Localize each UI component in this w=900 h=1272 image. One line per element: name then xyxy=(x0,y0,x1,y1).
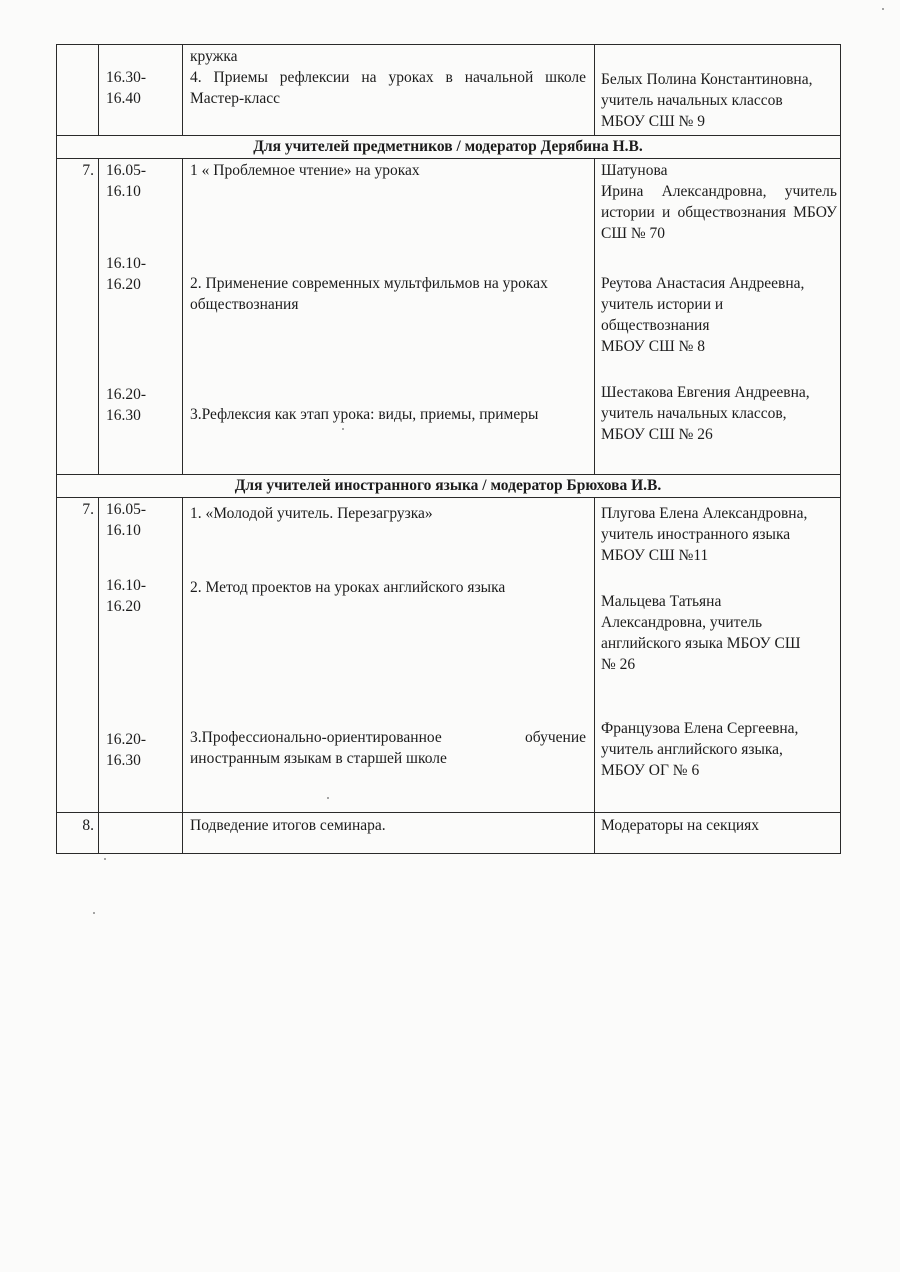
column-divider xyxy=(98,497,99,853)
scan-speck xyxy=(93,912,95,914)
session-speaker: Ирина Александровна, учитель истории и обществознания МБОУ СШ № 70 xyxy=(601,183,837,242)
scan-speck xyxy=(882,8,884,10)
row-divider xyxy=(56,158,840,159)
session-speaker: Шестакова Евгения Андреевна, учитель начальных классов, МБОУ СШ № 26 xyxy=(601,384,810,443)
session-speaker: Белых Полина Константиновна, учитель начальных классов МБОУ СШ № 9 xyxy=(601,71,813,130)
session-speaker: Мальцева Татьяна Александровна, учитель английского языка МБОУ СШ № 26 xyxy=(601,593,801,673)
session-speaker: Модераторы на секциях xyxy=(601,817,760,834)
session-topic: 3.Рефлексия как этап урока: виды, приемы, примеры xyxy=(190,406,539,423)
session-time: 16.10- 16.20 xyxy=(106,255,147,293)
column-divider xyxy=(594,497,595,853)
column-divider xyxy=(182,158,183,474)
row-divider xyxy=(56,497,840,498)
row-number: 7. xyxy=(82,501,94,518)
section-header: Для учителей иностранного языка / модератор Брюхова И.В. xyxy=(234,477,662,494)
session-speaker: Плугова Елена Александровна, учитель иностранного языка МБОУ СШ №11 xyxy=(601,505,808,564)
session-time: 16.30- 16.40 xyxy=(106,69,147,107)
column-divider xyxy=(594,44,595,135)
session-topic: Подведение итогов семинара. xyxy=(190,817,386,834)
column-divider xyxy=(98,44,99,135)
column-divider xyxy=(182,44,183,135)
scan-speck xyxy=(342,428,344,430)
session-time: 16.20- 16.30 xyxy=(106,386,147,424)
row-number: 7. xyxy=(82,162,94,179)
session-topic: 2. Применение современных мультфильмов на уроках обществознания xyxy=(190,275,548,313)
session-topic: 2. Метод проектов на уроках английского языка xyxy=(190,579,506,596)
table-border-bottom xyxy=(56,853,840,854)
session-topic: 1 « Проблемное чтение» на уроках xyxy=(190,162,420,179)
session-topic: 3.Профессионально-ориентированное обучение иностранным языкам в старшей школе xyxy=(190,729,586,767)
section-header: Для учителей предметников / модератор Дерябина Н.В. xyxy=(253,138,643,155)
table-border-right xyxy=(840,44,841,854)
session-topic: 4. Приемы рефлексии на уроках в начальной школе Мастер-класс xyxy=(190,69,586,107)
row-number: 8. xyxy=(82,817,94,834)
session-speaker: Французова Елена Сергеевна, учитель английского языка, МБОУ ОГ № 6 xyxy=(601,720,799,779)
column-divider xyxy=(98,158,99,474)
session-speaker: Шатунова xyxy=(601,162,668,179)
table-border-top xyxy=(56,44,840,45)
session-time: 16.05- 16.10 xyxy=(106,162,147,200)
session-time: 16.05- 16.10 xyxy=(106,501,147,539)
scan-speck xyxy=(104,858,106,860)
column-divider xyxy=(182,497,183,853)
topic-continuation: кружка xyxy=(190,48,238,65)
session-speaker: Реутова Анастасия Андреевна, учитель истории и обществознания МБОУ СШ № 8 xyxy=(601,275,805,355)
session-time: 16.10- 16.20 xyxy=(106,577,147,615)
session-time: 16.20- 16.30 xyxy=(106,731,147,769)
row-divider xyxy=(56,812,840,813)
column-divider xyxy=(594,158,595,474)
scan-speck xyxy=(327,797,329,799)
session-topic: 1. «Молодой учитель. Перезагрузка» xyxy=(190,505,433,522)
table-border-left xyxy=(56,44,57,854)
